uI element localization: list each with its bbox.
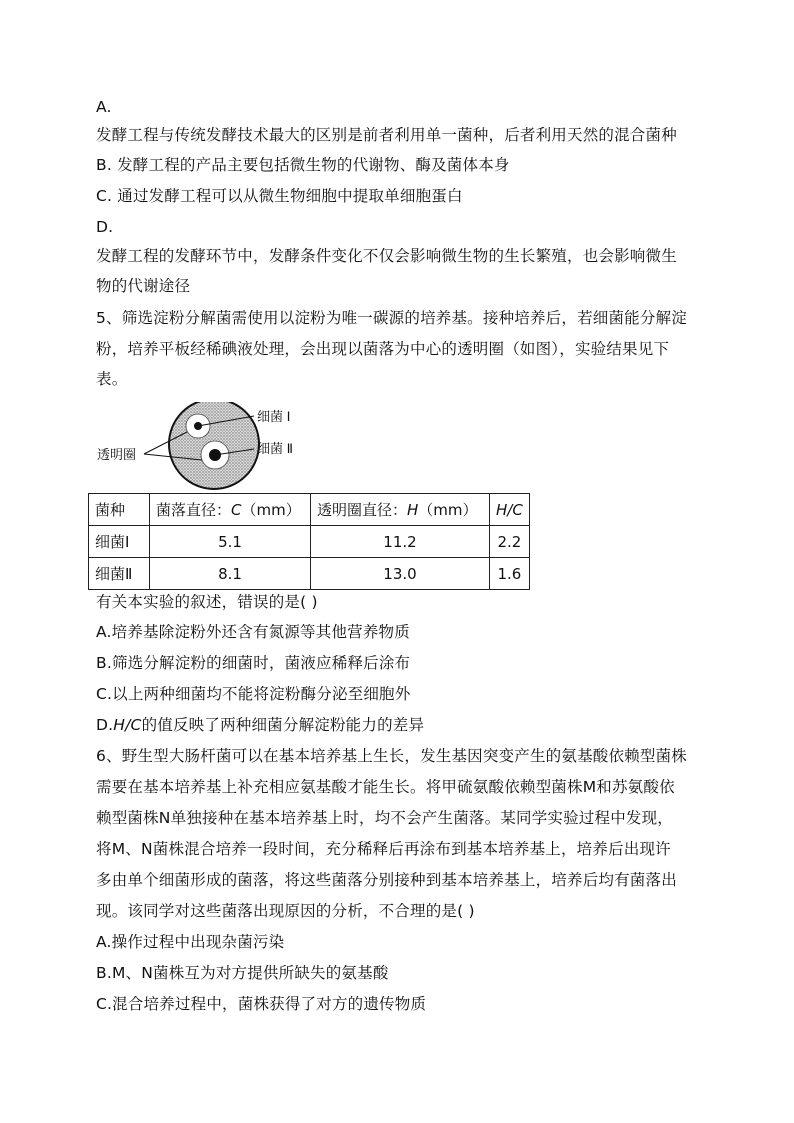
cell-colony: 8.1 bbox=[150, 558, 311, 590]
cell-circle: 11.2 bbox=[311, 526, 490, 558]
q5-optB: B.筛选分解淀粉的细菌时，菌液应稀释后涂布 bbox=[96, 654, 411, 672]
header-ratio: H/C bbox=[490, 494, 530, 526]
cell-ratio: 1.6 bbox=[490, 558, 530, 590]
q5-stem-2: 粉，培养平板经稀碘液处理，会出现以菌落为中心的透明圈（如图），实验结果见下 bbox=[96, 340, 670, 358]
plate-figure bbox=[94, 402, 324, 492]
q5-optD: D.H/C的值反映了两种细菌分解淀粉能力的差异 bbox=[96, 716, 425, 734]
q6-optA: A.操作过程中出现杂菌污染 bbox=[96, 933, 285, 951]
q4-optD-text2: 物的代谢途径 bbox=[96, 277, 191, 295]
header-circle-diameter: 透明圈直径：H（mm） bbox=[311, 494, 490, 526]
cell-strain: 细菌Ⅰ bbox=[89, 526, 150, 558]
cell-circle: 13.0 bbox=[311, 558, 490, 590]
q6-stem-6: 现。该同学对这些菌落出现原因的分析，不合理的是( ) bbox=[96, 902, 475, 920]
q6-stem-5: 多由单个细菌形成的菌落，将这些菌落分别接种到基本培养基上，培养后均有菌落出 bbox=[96, 871, 677, 889]
table-row bbox=[89, 526, 530, 558]
q4-optD-label: D. bbox=[96, 218, 114, 236]
q5-question: 有关本实验的叙述，错误的是( ) bbox=[96, 593, 318, 611]
plate-diagram bbox=[94, 402, 324, 492]
q5-optA: A.培养基除淀粉外还含有氮源等其他营养物质 bbox=[96, 623, 410, 641]
label-circle: 透明圈 bbox=[97, 447, 137, 462]
cell-strain: 细菌Ⅱ bbox=[89, 558, 150, 590]
q5-stem-1: 5、筛选淀粉分解菌需使用以淀粉为唯一碳源的培养基。接种培养后，若细菌能分解淀 bbox=[96, 309, 687, 327]
q5-stem-3: 表。 bbox=[96, 370, 128, 388]
q4-optD-text1: 发酵工程的发酵环节中，发酵条件变化不仅会影响微生物的生长繁殖，也会影响微生 bbox=[96, 247, 677, 265]
q6-optB: B.M、N菌株互为对方提供所缺失的氨基酸 bbox=[96, 964, 389, 982]
q6-stem-3: 赖型菌株N单独接种在基本培养基上时，均不会产生菌落。某同学实验过程中发现， bbox=[96, 809, 673, 827]
results-table bbox=[88, 493, 530, 590]
table-header-row bbox=[89, 494, 530, 526]
label-bac1: 细菌 Ⅰ bbox=[257, 409, 291, 424]
q4-optB: B. 发酵工程的产品主要包括微生物的代谢物、酶及菌体本身 bbox=[96, 156, 510, 174]
header-colony-diameter: 菌落直径：C（mm） bbox=[150, 494, 311, 526]
q4-optC: C. 通过发酵工程可以从微生物细胞中提取单细胞蛋白 bbox=[96, 187, 463, 205]
q6-optC: C.混合培养过程中，菌株获得了对方的遗传物质 bbox=[96, 995, 427, 1013]
table-row bbox=[89, 558, 530, 590]
q5-optC: C.以上两种细菌均不能将淀粉酶分泌至细胞外 bbox=[96, 685, 411, 703]
q4-optA-text: 发酵工程与传统发酵技术最大的区别是前者利用单一菌种，后者利用天然的混合菌种 bbox=[96, 126, 677, 144]
cell-ratio: 2.2 bbox=[490, 526, 530, 558]
q6-stem-1: 6、野生型大肠杆菌可以在基本培养基上生长，发生基因突变产生的氨基酸依赖型菌株 bbox=[96, 747, 687, 765]
header-strain: 菌种 bbox=[89, 494, 150, 526]
cell-colony: 5.1 bbox=[150, 526, 311, 558]
label-bac2: 细菌 Ⅱ bbox=[257, 441, 294, 456]
q6-stem-2: 需要在基本培养基上补充相应氨基酸才能生长。将甲硫氨酸依赖型菌株M和苏氨酸依 bbox=[96, 778, 675, 796]
q4-optA-label: A. bbox=[96, 98, 112, 116]
q6-stem-4: 将M、N菌株混合培养一段时间，充分稀释后再涂布到基本培养基上，培养后出现许 bbox=[96, 840, 671, 858]
